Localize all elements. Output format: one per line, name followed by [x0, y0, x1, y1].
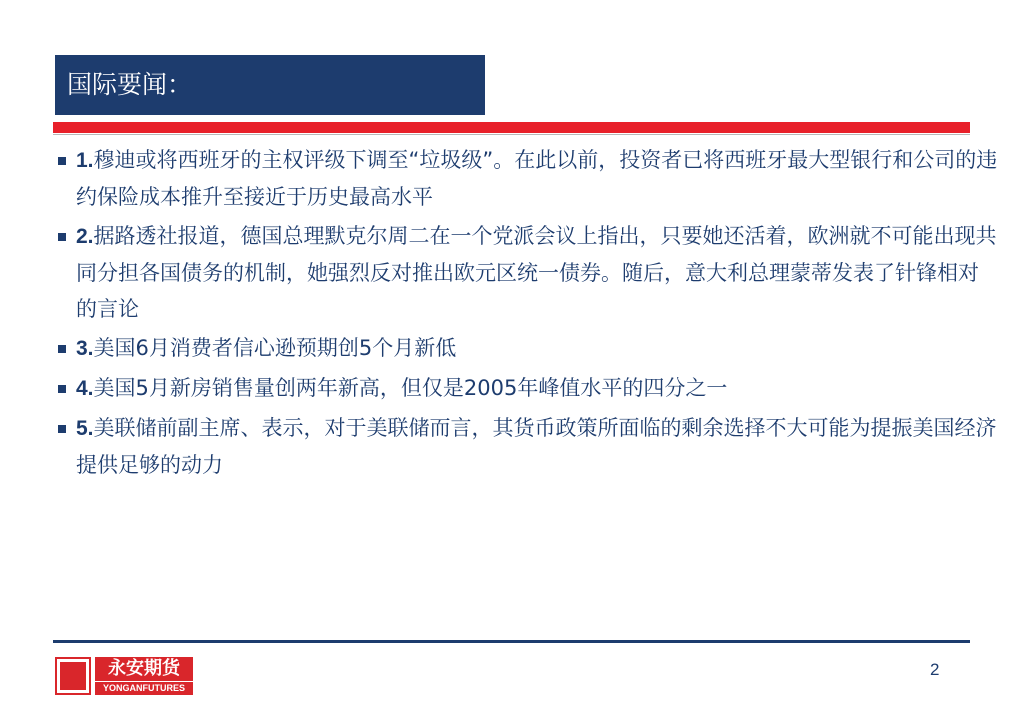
item-text: 美联储前副主席、表示，对于美联储而言，其货币政策所面临的剩余选择不大可能为提振美国经济提供足够的动力	[76, 416, 997, 477]
list-item	[58, 218, 998, 327]
news-list	[58, 142, 998, 486]
item-number: 2.	[76, 225, 94, 248]
item-number: 5.	[76, 417, 94, 440]
item-text: 穆迪或将西班牙的主权评级下调至“垃圾级”。在此以前，投资者已将西班牙最大型银行和公司的违约保险成本推升至接近于历史最高水平	[76, 148, 998, 209]
bullet-icon	[58, 345, 66, 353]
title-bar	[55, 55, 485, 115]
item-number: 4.	[76, 377, 94, 400]
item-text: 美国5月新房销售量创两年新高，但仅是2005年峰值水平的四分之一	[93, 376, 728, 400]
footer-divider	[53, 640, 970, 643]
list-item	[58, 410, 998, 483]
list-item	[58, 370, 998, 407]
bullet-icon	[58, 385, 66, 393]
page-number: 2	[930, 660, 940, 679]
red-divider	[53, 122, 970, 133]
logo-english-text: YONGANFUTURES	[95, 682, 193, 695]
logo-mark-icon	[55, 657, 91, 695]
bullet-icon	[58, 425, 66, 433]
slide-title: 国际要闻：	[67, 70, 193, 99]
item-text: 美国6月消费者信心逊预期创5个月新低	[93, 336, 457, 360]
bullet-icon	[58, 233, 66, 241]
item-number: 3.	[76, 337, 94, 360]
item-text: 据路透社报道，德国总理默克尔周二在一个党派会议上指出，只要她还活着，欧洲就不可能出现共同分担各国债务的机制，她强烈反对推出欧元区统一债券。随后，意大利总理蒙蒂发表了针锋相对的言论	[76, 224, 997, 321]
list-item	[58, 330, 998, 367]
bullet-icon	[58, 157, 66, 165]
list-item	[58, 142, 998, 215]
grey-divider	[53, 134, 970, 135]
item-number: 1.	[76, 149, 94, 172]
logo-chinese-text: 永安期货	[95, 657, 193, 681]
company-logo	[55, 657, 193, 695]
